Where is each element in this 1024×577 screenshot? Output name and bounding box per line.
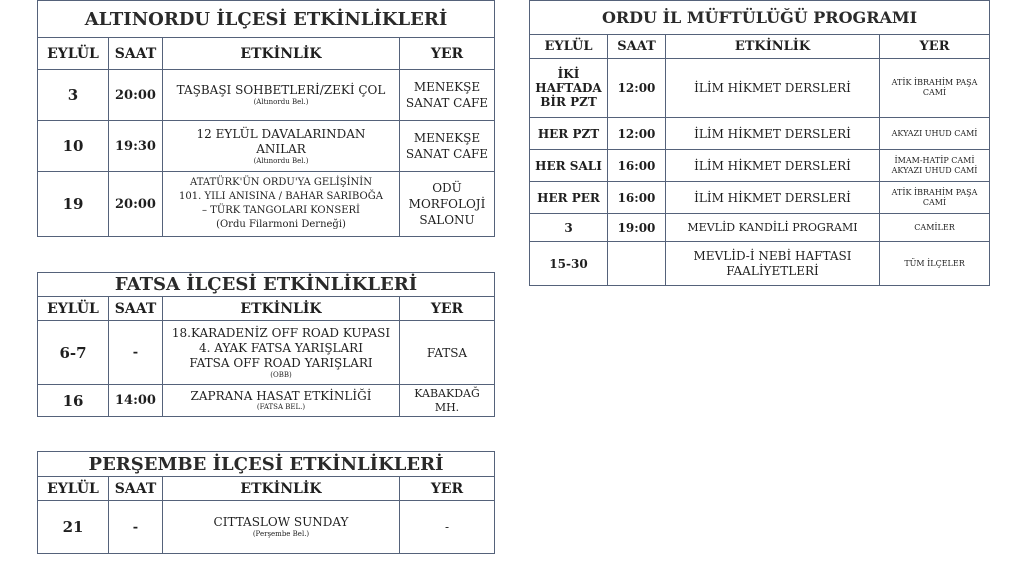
time-cell: 16:00 bbox=[608, 150, 666, 182]
event-line: 4. AYAK FATSA YARIŞLARI bbox=[199, 340, 363, 355]
place-line: FATSA bbox=[426, 345, 468, 360]
event-line: İLİM HİKMET DERSLERİ bbox=[694, 190, 851, 205]
place-cell bbox=[880, 150, 990, 182]
col-saat: SAAT bbox=[608, 35, 666, 59]
place-line: MH. bbox=[434, 400, 460, 414]
place-cell bbox=[880, 242, 990, 286]
place-line: CAMİ bbox=[922, 197, 947, 207]
event-line: (Ordu Filarmoni Derneği) bbox=[216, 219, 346, 230]
col-etkinlik: ETKİNLİK bbox=[163, 477, 400, 501]
table-row bbox=[530, 118, 990, 150]
col-yer: YER bbox=[400, 297, 495, 321]
event-line: MEVLİD-İ NEBİ HAFTASI bbox=[693, 248, 852, 263]
fatsa-table bbox=[37, 272, 495, 417]
event-cell bbox=[666, 242, 880, 286]
place-cell bbox=[880, 59, 990, 118]
col-eylul: EYLÜL bbox=[38, 38, 109, 70]
persembe-table bbox=[37, 451, 495, 554]
day-line: HER SALI bbox=[535, 158, 602, 173]
time-cell: 12:00 bbox=[608, 118, 666, 150]
table-row bbox=[38, 501, 495, 554]
event-line: İLİM HİKMET DERSLERİ bbox=[694, 158, 851, 173]
event-line: ANILAR bbox=[256, 141, 306, 156]
place-line: MENEKŞE bbox=[413, 80, 481, 94]
day-cell: 3 bbox=[38, 70, 109, 121]
day-line: HAFTADA bbox=[535, 81, 602, 95]
place-line: AKYAZI UHUD CAMİ bbox=[891, 165, 978, 175]
table-row bbox=[38, 70, 495, 121]
place-line: ATİK İBRAHİM PAŞA bbox=[891, 78, 978, 87]
event-line: FAALİYETLERİ bbox=[726, 263, 819, 278]
altinordu-title: ALTINORDU İLÇESİ ETKİNLİKLERİ bbox=[38, 1, 495, 38]
day-cell bbox=[530, 214, 608, 242]
place-cell bbox=[400, 501, 495, 554]
day-cell: 6-7 bbox=[38, 321, 109, 385]
event-line: İLİM HİKMET DERSLERİ bbox=[694, 126, 851, 141]
table-row bbox=[38, 172, 495, 237]
event-line: 101. YILI ANISINA / BAHAR SARIBOĞA bbox=[179, 191, 383, 202]
place-line: ATİK İBRAHİM PAŞA bbox=[891, 187, 978, 197]
col-yer: YER bbox=[880, 35, 990, 59]
place-line: MORFOLOJİ bbox=[408, 197, 486, 211]
event-cell bbox=[666, 214, 880, 242]
time-cell: - bbox=[109, 501, 163, 554]
event-cell bbox=[163, 321, 400, 385]
col-saat: SAAT bbox=[109, 38, 163, 70]
muftuluk-title: ORDU İL MÜFTÜLÜĞÜ PROGRAMI bbox=[530, 1, 990, 35]
place-line: CAMİLER bbox=[914, 222, 955, 232]
place-line: SANAT CAFE bbox=[405, 147, 489, 161]
col-yer: YER bbox=[400, 477, 495, 501]
col-etkinlik: ETKİNLİK bbox=[163, 297, 400, 321]
day-line: İKİ bbox=[557, 67, 580, 81]
day-line: BİR PZT bbox=[540, 95, 597, 109]
day-cell bbox=[530, 150, 608, 182]
day-cell bbox=[530, 59, 608, 118]
table-row bbox=[530, 182, 990, 214]
place-line: - bbox=[444, 520, 450, 534]
day-line: HER PER bbox=[537, 190, 600, 205]
place-line: TÜM İLÇELER bbox=[904, 258, 965, 268]
altinordu-table bbox=[37, 0, 495, 237]
day-cell: 19 bbox=[38, 172, 109, 237]
day-line: 3 bbox=[564, 220, 573, 235]
event-cell bbox=[163, 385, 400, 417]
col-etkinlik: ETKİNLİK bbox=[666, 35, 880, 59]
place-cell bbox=[400, 121, 495, 172]
fatsa-title: FATSA İLÇESİ ETKİNLİKLERİ bbox=[38, 273, 495, 297]
place-cell bbox=[400, 70, 495, 121]
time-cell bbox=[608, 242, 666, 286]
event-line: ATATÜRK'ÜN ORDU'YA GELİŞİNİN bbox=[190, 177, 372, 188]
time-cell: 19:00 bbox=[608, 214, 666, 242]
event-note: (OBB) bbox=[270, 370, 292, 379]
time-cell: 12:00 bbox=[608, 59, 666, 118]
col-eylul: EYLÜL bbox=[530, 35, 608, 59]
place-cell bbox=[400, 321, 495, 385]
day-cell bbox=[530, 118, 608, 150]
time-cell: 19:30 bbox=[109, 121, 163, 172]
col-yer: YER bbox=[400, 38, 495, 70]
event-line: 18.KARADENİZ OFF ROAD KUPASI bbox=[171, 325, 391, 340]
col-saat: SAAT bbox=[109, 477, 163, 501]
place-line: SANAT CAFE bbox=[405, 96, 489, 110]
table-row bbox=[530, 59, 990, 118]
table-row bbox=[530, 242, 990, 286]
event-note: (Perşembe Bel.) bbox=[252, 530, 310, 538]
event-line: ZAPRANA HASAT ETKİNLİĞİ bbox=[190, 389, 372, 403]
time-cell: 14:00 bbox=[109, 385, 163, 417]
day-line: HER PZT bbox=[537, 126, 600, 141]
place-cell bbox=[880, 118, 990, 150]
day-cell: 16 bbox=[38, 385, 109, 417]
time-cell: 16:00 bbox=[608, 182, 666, 214]
event-cell bbox=[163, 172, 400, 237]
event-cell bbox=[666, 118, 880, 150]
time-cell: 20:00 bbox=[109, 70, 163, 121]
place-line: CAMİ bbox=[922, 88, 947, 97]
muftuluk-table bbox=[529, 0, 990, 286]
place-line: ODÜ bbox=[432, 181, 462, 195]
table-row bbox=[38, 321, 495, 385]
event-line: İLİM HİKMET DERSLERİ bbox=[694, 81, 851, 95]
event-cell bbox=[666, 182, 880, 214]
event-cell bbox=[163, 501, 400, 554]
table-row bbox=[530, 150, 990, 182]
table-row bbox=[38, 121, 495, 172]
place-cell bbox=[880, 182, 990, 214]
event-line: 12 EYLÜL DAVALARINDAN bbox=[196, 126, 366, 141]
place-cell bbox=[880, 214, 990, 242]
event-cell bbox=[666, 150, 880, 182]
col-eylul: EYLÜL bbox=[38, 297, 109, 321]
time-cell: - bbox=[109, 321, 163, 385]
table-row bbox=[38, 385, 495, 417]
event-cell bbox=[163, 70, 400, 121]
place-line: AKYAZI UHUD CAMİ bbox=[891, 128, 978, 138]
place-line: SALONU bbox=[419, 213, 475, 227]
day-cell: 21 bbox=[38, 501, 109, 554]
day-cell bbox=[530, 242, 608, 286]
event-note: (Altınordu Bel.) bbox=[253, 98, 309, 106]
day-cell bbox=[530, 182, 608, 214]
day-cell: 10 bbox=[38, 121, 109, 172]
col-eylul: EYLÜL bbox=[38, 477, 109, 501]
event-line: TAŞBAŞI SOHBETLERİ/ZEKİ ÇOL bbox=[176, 83, 386, 97]
event-line: – TÜRK TANGOLARI KONSERİ bbox=[201, 205, 361, 216]
event-line: CITTASLOW SUNDAY bbox=[213, 515, 349, 529]
event-note: (Altınordu Bel.) bbox=[253, 156, 309, 165]
event-cell bbox=[666, 59, 880, 118]
day-line: 15-30 bbox=[549, 256, 588, 271]
event-note: (FATSA BEL.) bbox=[256, 403, 306, 411]
place-cell bbox=[400, 385, 495, 417]
place-line: MENEKŞE bbox=[413, 131, 481, 145]
event-cell bbox=[163, 121, 400, 172]
col-etkinlik: ETKİNLİK bbox=[163, 38, 400, 70]
time-cell: 20:00 bbox=[109, 172, 163, 237]
place-line: KABAKDAĞ bbox=[414, 386, 480, 400]
col-saat: SAAT bbox=[109, 297, 163, 321]
event-line: MEVLİD KANDİLİ PROGRAMI bbox=[687, 221, 858, 234]
place-line: İMAM-HATİP CAMİ bbox=[894, 155, 975, 165]
persembe-title: PERŞEMBE İLÇESİ ETKİNLİKLERİ bbox=[38, 452, 495, 477]
event-line: FATSA OFF ROAD YARIŞLARI bbox=[189, 355, 373, 370]
table-row bbox=[530, 214, 990, 242]
place-cell bbox=[400, 172, 495, 237]
